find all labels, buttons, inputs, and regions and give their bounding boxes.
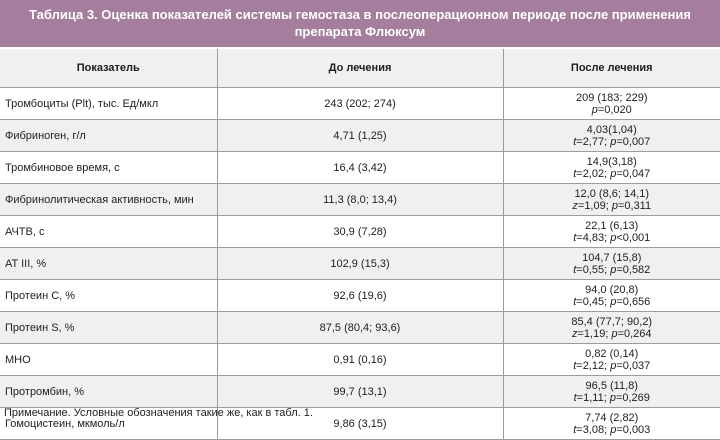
p-letter: p (610, 136, 616, 148)
after-value: 7,74 (2,82) (504, 412, 720, 424)
stat-line (504, 360, 720, 372)
indicator-cell: Протеин C, % (0, 280, 217, 312)
stat-letter: t (573, 424, 576, 436)
stat-value: =2,02; (576, 168, 610, 180)
stat-letter: t (574, 392, 577, 404)
p-value: =0,020 (598, 104, 632, 116)
stat-letter: z (572, 200, 578, 212)
before-cell: 11,3 (8,0; 13,4) (217, 184, 503, 216)
indicator-cell: МНО (0, 344, 217, 376)
indicator-cell: Фибринолитическая активность, мин (0, 184, 217, 216)
table-row (0, 120, 720, 152)
p-letter: p (610, 296, 616, 308)
after-value: 0,82 (0,14) (504, 348, 720, 360)
stat-line (504, 424, 720, 436)
stat-letter: t (573, 136, 576, 148)
after-value: 209 (183; 229) (504, 92, 720, 104)
after-cell (503, 376, 720, 408)
stat-value: =1,11; (577, 392, 610, 404)
p-value: =0,003 (616, 424, 650, 436)
before-cell: 9,86 (3,15) (217, 408, 503, 440)
before-cell: 4,71 (1,25) (217, 120, 503, 152)
table-row (0, 88, 720, 120)
stat-letter: z (572, 328, 578, 340)
stat-value: =3,08; (576, 424, 610, 436)
table-row (0, 248, 720, 280)
table-row (0, 184, 720, 216)
indicator-cell: Тромбиновое время, с (0, 152, 217, 184)
after-value: 96,5 (11,8) (504, 380, 720, 392)
p-value: =0,037 (616, 360, 650, 372)
p-letter: p (610, 232, 616, 244)
stat-line (504, 264, 720, 276)
after-cell (503, 248, 720, 280)
indicator-cell: АЧТВ, с (0, 216, 217, 248)
stat-letter: t (573, 232, 576, 244)
before-cell: 92,6 (19,6) (217, 280, 503, 312)
stat-value: =0,55; (576, 264, 610, 276)
p-letter: p (610, 168, 616, 180)
p-letter: p (611, 328, 617, 340)
p-value: =0,582 (616, 264, 650, 276)
stat-line (504, 392, 720, 404)
stat-line (504, 104, 720, 116)
stat-value: =2,12; (576, 360, 610, 372)
p-value: <0,001 (616, 232, 650, 244)
stat-line (504, 232, 720, 244)
stat-value: =2,77; (576, 136, 610, 148)
after-value: 4,03(1,04) (504, 124, 720, 136)
table-body (0, 88, 720, 440)
before-cell: 243 (202; 274) (217, 88, 503, 120)
indicator-cell: Протеин S, % (0, 312, 217, 344)
indicator-cell: Тромбоциты (Plt), тыс. Ед/мкл (0, 88, 217, 120)
after-cell (503, 312, 720, 344)
p-letter: p (610, 264, 616, 276)
after-cell (503, 408, 720, 440)
table-row (0, 376, 720, 408)
table-row (0, 280, 720, 312)
p-value: =0,269 (616, 392, 650, 404)
hemostasis-table (0, 49, 720, 440)
stat-line (504, 328, 720, 340)
stat-value: =1,19; (577, 328, 611, 340)
stat-letter: t (573, 296, 576, 308)
p-letter: p (610, 424, 616, 436)
stat-line (504, 296, 720, 308)
p-letter: p (610, 360, 616, 372)
p-value: =0,047 (616, 168, 650, 180)
before-cell: 99,7 (13,1) (217, 376, 503, 408)
stat-line (504, 200, 720, 212)
before-cell: 16,4 (3,42) (217, 152, 503, 184)
table-row (0, 344, 720, 376)
p-letter: p (610, 392, 616, 404)
indicator-cell: Гомоцистеин, мкмоль/л (0, 408, 217, 440)
table-title: Таблица 3. Оценка показателей системы гемостаза в послеоперационном периоде после применения препарата Флюксум (0, 0, 720, 47)
after-cell (503, 120, 720, 152)
after-cell (503, 280, 720, 312)
p-value: =0,007 (616, 136, 650, 148)
p-value: =0,264 (618, 328, 652, 340)
stat-letter: t (573, 264, 576, 276)
before-cell: 102,9 (15,3) (217, 248, 503, 280)
stat-letter: t (573, 168, 576, 180)
after-value: 12,0 (8,6; 14,1) (504, 188, 720, 200)
after-value: 22,1 (6,13) (504, 220, 720, 232)
header-before: До лечения (217, 49, 503, 88)
after-cell (503, 184, 720, 216)
indicator-cell: AT III, % (0, 248, 217, 280)
stat-value: =4,83; (576, 232, 610, 244)
footnote: Примечание. Условные обозначения такие же, как в табл. 1. (4, 407, 313, 419)
p-letter: p (592, 104, 598, 116)
before-cell: 30,9 (7,28) (217, 216, 503, 248)
after-value: 104,7 (15,8) (504, 252, 720, 264)
stat-value: =1,09; (578, 200, 612, 212)
after-cell (503, 88, 720, 120)
table-row (0, 216, 720, 248)
stat-value: =0,45; (576, 296, 610, 308)
p-value: =0,311 (618, 200, 651, 212)
header-indicator: Показатель (0, 49, 217, 88)
stat-line (504, 136, 720, 148)
after-cell (503, 216, 720, 248)
after-value: 14,9(3,18) (504, 156, 720, 168)
indicator-cell: Протромбин, % (0, 376, 217, 408)
after-cell (503, 152, 720, 184)
table-row (0, 152, 720, 184)
table-row (0, 312, 720, 344)
before-cell: 0,91 (0,16) (217, 344, 503, 376)
stat-letter: t (573, 360, 576, 372)
header-after: После лечения (503, 49, 720, 88)
header-row (0, 49, 720, 88)
after-value: 94,0 (20,8) (504, 284, 720, 296)
p-value: =0,656 (616, 296, 650, 308)
before-cell: 87,5 (80,4; 93,6) (217, 312, 503, 344)
p-letter: p (612, 200, 618, 212)
after-value: 85,4 (77,7; 90,2) (504, 316, 720, 328)
stat-line (504, 168, 720, 180)
indicator-cell: Фибриноген, г/л (0, 120, 217, 152)
after-cell (503, 344, 720, 376)
